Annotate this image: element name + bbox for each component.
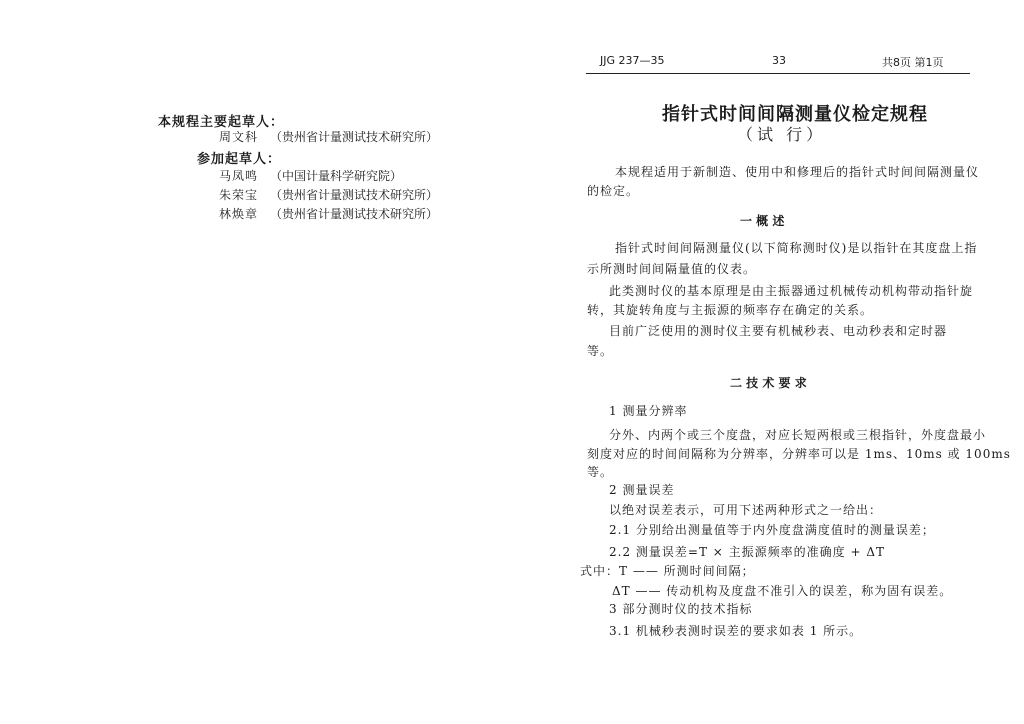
paragraph-line: 2 测量误差 [609,483,675,497]
drafter-row [206,186,438,203]
paragraph-line: ΔT —— 传动机构及度盘不准引入的误差，称为固有误差。 [612,584,953,598]
drafter-org: （贵州省计量测试技术研究所） [270,207,439,221]
paragraph-line: 等。 [587,344,614,358]
paragraph-line: 式中：T —— 所测时间间隔； [580,564,755,578]
paragraph-line: 3 部分测时仪的技术指标 [609,602,753,616]
chief-drafters-heading: 本规程主要起草人： [158,115,285,130]
drafter-row [206,167,402,184]
header-rule [586,73,970,74]
drafter-row [206,205,438,222]
drafter-org: （贵州省计量测试技术研究所） [270,130,439,144]
paragraph-line: 转，其旋转角度与主振源的频率存在确定的关系。 [587,303,874,317]
drafter-org: （中国计量科学研究院） [270,169,403,183]
paragraph-line: 示所测时间间隔量值的仪表。 [587,262,757,276]
paragraph-line: 指针式时间间隔测量仪(以下简称测时仪)是以指针在其度盘上指 [615,241,978,255]
drafter-row [206,128,438,145]
paragraph-line: 刻度对应的时间间隔称为分辨率，分辨率可以是 1ms、10ms 或 100ms [587,447,1011,461]
section-heading: 二 技 术 要 求 [730,376,807,390]
document-subtitle: （试 行） [737,125,827,144]
intro-line: 本规程适用于新制造、使用中和修理后的指针式时间间隔测量仪 [615,165,980,179]
drafter-name: 周文科 [218,130,258,144]
paragraph-line: 2.2 测量误差=T × 主振源频率的准确度 + ΔT [609,545,885,559]
intro-line: 的检定。 [587,184,640,198]
paragraph-line: 分外、内两个或三个度盘，对应长短两根或三根指针，外度盘最小 [609,428,987,442]
participating-drafters-heading: 参加起草人： [197,152,282,167]
standard-code: JJG 237—35 [600,54,665,67]
paragraph-line: 2.1 分别给出测量值等于内外度盘满度值时的测量误差； [609,523,935,537]
pages-info: 共8页 第1页 [882,56,944,69]
paragraph-line: 1 测量分辨率 [609,404,688,418]
section-heading: 一 概 述 [740,214,785,228]
paragraph-line: 3.1 机械秒表测时误差的要求如表 1 所示。 [609,624,863,638]
drafter-name: 林焕章 [218,207,258,221]
drafter-name: 马凤鸣 [218,169,258,183]
drafter-name: 朱荣宝 [218,188,258,202]
drafter-org: （贵州省计量测试技术研究所） [270,188,439,202]
paragraph-line: 此类测时仪的基本原理是由主振器通过机械传动机构带动指针旋 [609,284,974,298]
page-number: 33 [772,54,786,67]
paragraph-line: 以绝对误差表示，可用下述两种形式之一给出： [609,503,883,517]
paragraph-line: 等。 [587,465,614,479]
document-title: 指针式时间间隔测量仪检定规程 [662,104,928,125]
paragraph-line: 目前广泛使用的测时仪主要有机械秒表、电动秒表和定时器 [609,324,948,338]
